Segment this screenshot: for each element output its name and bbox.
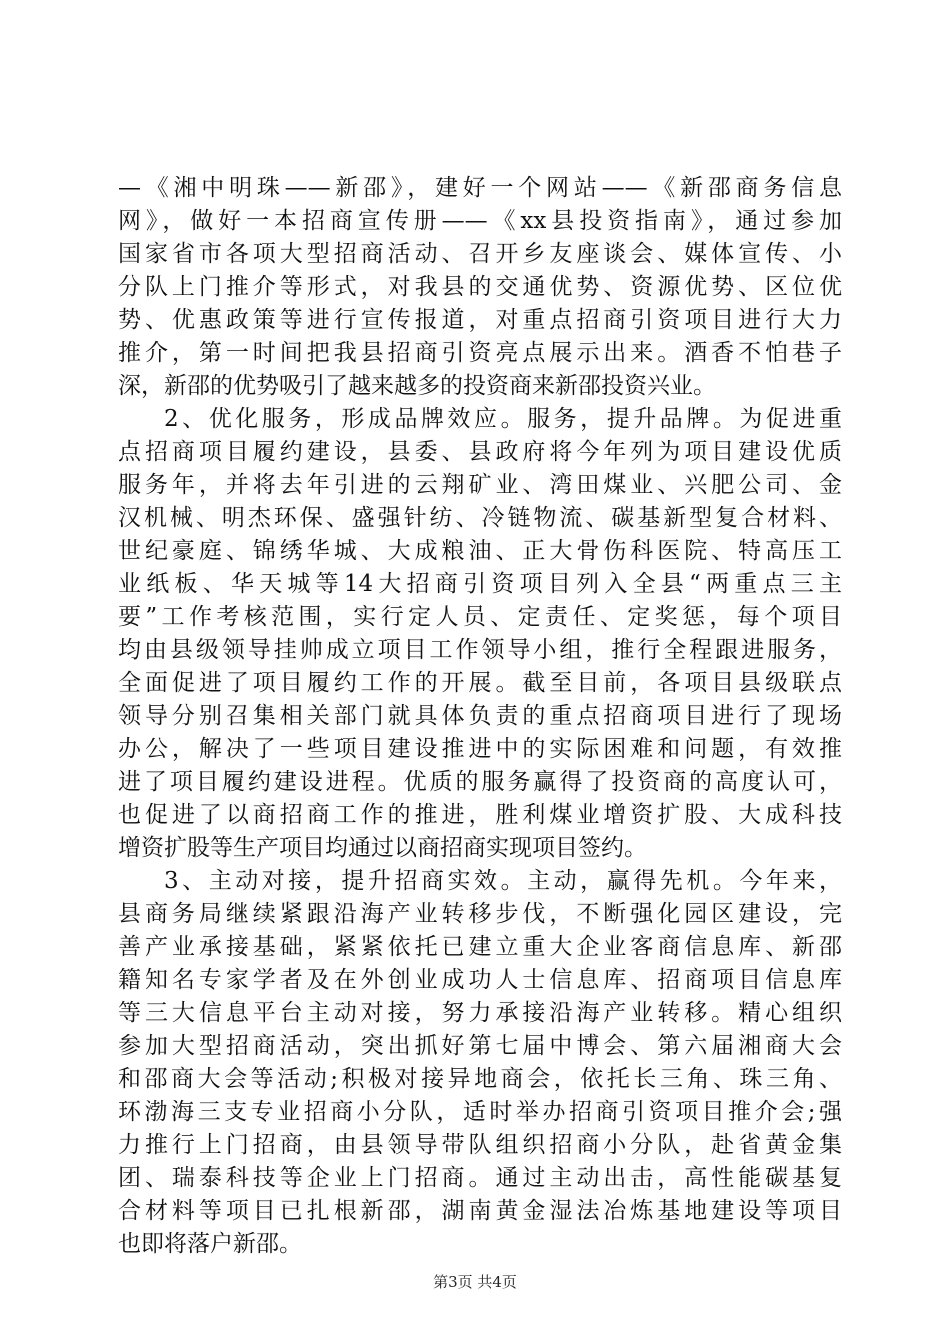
text-line: 势、优惠政策等进行宣传报道，对重点招商引资项目进行大力 xyxy=(118,307,842,333)
text-line: 领导分别召集相关部门就具体负责的重点招商项目进行了现场 xyxy=(118,703,842,729)
text-line: 籍知名专家学者及在外创业成功人士信息库、招商项目信息库 xyxy=(118,967,842,993)
text-line: 分队上门推介等形式，对我县的交通优势、资源优势、区位优 xyxy=(118,274,842,300)
text-line: 办公，解决了一些项目建设推进中的实际困难和问题，有效推 xyxy=(118,736,842,762)
text-line: 善产业承接基础，紧紧依托已建立重大企业客商信息库、新邵 xyxy=(118,934,842,960)
text-line: 网》，做好一本招商宣传册——《xx县投资指南》，通过参加 xyxy=(118,208,842,234)
text-line: 服务年，并将去年引进的云翔矿业、湾田煤业、兴肥公司、金 xyxy=(118,472,842,498)
text-line: 国家省市各项大型招商活动、召开乡友座谈会、媒体宣传、小 xyxy=(118,241,842,267)
text-line: 县商务局继续紧跟沿海产业转移步伐，不断强化园区建设，完 xyxy=(118,901,842,927)
text-line: 3、主动对接，提升招商实效。主动，赢得先机。今年来， xyxy=(164,868,842,894)
text-line: 增资扩股等生产项目均通过以商招商实现项目签约。 xyxy=(118,835,647,861)
text-line: —《湘中明珠——新邵》，建好一个网站——《新邵商务信息 xyxy=(118,175,843,201)
text-line: 力推行上门招商，由县领导带队组织招商小分队，赴省黄金集 xyxy=(118,1132,842,1158)
text-line: 也促进了以商招商工作的推进，胜利煤业增资扩股、大成科技 xyxy=(118,802,842,828)
text-line: 要”工作考核范围，实行定人员、定责任、定奖惩，每个项目 xyxy=(118,604,842,630)
document-body xyxy=(118,172,842,1261)
paragraph-1 xyxy=(118,172,842,403)
text-line: 世纪豪庭、锦绣华城、大成粮油、正大骨伤科医院、特高压工 xyxy=(118,538,842,564)
text-line: 2、优化服务，形成品牌效应。服务，提升品牌。为促进重 xyxy=(164,406,842,432)
paragraph-3 xyxy=(118,865,842,1261)
text-line: 团、瑞泰科技等企业上门招商。通过主动出击，高性能碳基复 xyxy=(118,1165,842,1191)
text-line: 深，新邵的优势吸引了越来越多的投资商来新邵投资兴业。 xyxy=(118,373,716,399)
text-line: 也即将落户新邵。 xyxy=(118,1231,302,1257)
text-line: 参加大型招商活动，突出抓好第七届中博会、第六届湘商大会 xyxy=(118,1033,842,1059)
text-line: 进了项目履约建设进程。优质的服务赢得了投资商的高度认可， xyxy=(118,769,842,795)
text-line: 环渤海三支专业招商小分队，适时举办招商引资项目推介会;强 xyxy=(118,1099,842,1125)
text-line: 和邵商大会等活动;积极对接异地商会，依托长三角、珠三角、 xyxy=(118,1066,842,1092)
paragraph-2 xyxy=(118,403,842,865)
text-line: 点招商项目履约建设，县委、县政府将今年列为项目建设优质 xyxy=(118,439,842,465)
text-line: 合材料等项目已扎根新邵，湖南黄金湿法冶炼基地建设等项目 xyxy=(118,1198,842,1224)
page-number-footer: 第3页 共4页 xyxy=(433,1273,517,1291)
text-line: 全面促进了项目履约工作的开展。截至目前，各项目县级联点 xyxy=(118,670,842,696)
text-line: 业纸板、华天城等14大招商引资项目列入全县“两重点三主 xyxy=(118,571,842,597)
text-line: 等三大信息平台主动对接，努力承接沿海产业转移。精心组织 xyxy=(118,1000,842,1026)
text-line: 推介，第一时间把我县招商引资亮点展示出来。酒香不怕巷子 xyxy=(118,340,842,366)
text-line: 汉机械、明杰环保、盛强针纺、冷链物流、碳基新型复合材料、 xyxy=(118,505,842,531)
text-line: 均由县级领导挂帅成立项目工作领导小组，推行全程跟进服务， xyxy=(118,637,842,663)
